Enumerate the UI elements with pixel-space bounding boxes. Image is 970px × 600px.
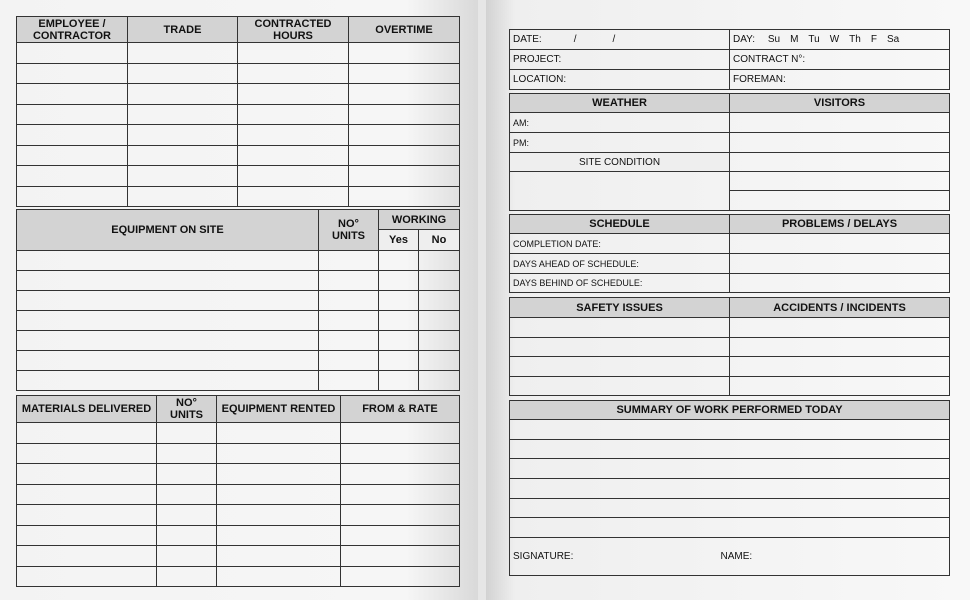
table-row: [17, 443, 460, 464]
table-cell[interactable]: [341, 505, 460, 526]
table-cell[interactable]: [419, 351, 460, 371]
header-units: NO° UNITS: [157, 396, 217, 423]
table-cell[interactable]: [319, 291, 379, 311]
table-cell[interactable]: [419, 251, 460, 271]
summary-table: [509, 400, 950, 576]
table-cell[interactable]: [217, 484, 341, 505]
header-contracted-hours: CONTRACTED HOURS: [238, 17, 349, 43]
table-cell[interactable]: [510, 518, 950, 538]
table-cell[interactable]: [510, 318, 730, 338]
table-cell[interactable]: [379, 251, 419, 271]
equipment-table: [16, 209, 460, 391]
date-label: DATE:: [513, 34, 542, 45]
header-working: WORKING: [379, 210, 460, 230]
day-option-m[interactable]: M: [790, 34, 799, 45]
table-cell[interactable]: [17, 104, 128, 125]
visitor-row[interactable]: [730, 172, 950, 191]
day-option-su[interactable]: Su: [767, 34, 781, 45]
table-cell[interactable]: [349, 186, 460, 207]
table-cell[interactable]: [17, 84, 128, 105]
table-row: [510, 459, 950, 479]
table-cell[interactable]: [217, 423, 341, 444]
table-row: [17, 566, 460, 587]
table-cell[interactable]: [217, 546, 341, 567]
table-cell[interactable]: [17, 371, 319, 391]
table-row: [17, 525, 460, 546]
table-cell[interactable]: [419, 271, 460, 291]
table-row: [510, 518, 950, 538]
table-cell[interactable]: [17, 443, 157, 464]
table-cell[interactable]: [17, 271, 319, 291]
table-cell[interactable]: [349, 43, 460, 64]
table-cell[interactable]: [419, 291, 460, 311]
day-option-th[interactable]: Th: [849, 34, 861, 45]
table-cell[interactable]: [157, 484, 217, 505]
name-field[interactable]: NAME:: [718, 538, 950, 576]
table-row: [17, 186, 460, 207]
table-cell[interactable]: [349, 166, 460, 187]
table-cell[interactable]: [319, 371, 379, 391]
table-row: [510, 439, 950, 459]
table-cell[interactable]: [128, 43, 238, 64]
date-slash: /: [612, 34, 616, 45]
table-cell[interactable]: [128, 166, 238, 187]
table-row: [17, 351, 460, 371]
date-field[interactable]: [510, 30, 730, 50]
table-row: [510, 479, 950, 499]
table-cell[interactable]: [17, 464, 157, 485]
table-cell[interactable]: [128, 84, 238, 105]
day-label: DAY:: [733, 34, 756, 45]
table-cell[interactable]: [379, 311, 419, 331]
table-cell[interactable]: [238, 145, 349, 166]
table-cell[interactable]: [238, 125, 349, 146]
table-row: [17, 546, 460, 567]
table-row: [17, 84, 460, 105]
table-cell[interactable]: [17, 125, 128, 146]
schedule-table: [509, 214, 950, 293]
table-cell[interactable]: [341, 566, 460, 587]
table-cell[interactable]: [157, 546, 217, 567]
table-cell[interactable]: [238, 186, 349, 207]
labor-table: [16, 16, 460, 207]
header-employee: EMPLOYEE / CONTRACTOR: [17, 17, 128, 43]
table-cell[interactable]: [17, 566, 157, 587]
table-cell[interactable]: [238, 104, 349, 125]
table-cell[interactable]: [349, 104, 460, 125]
header-problems: PROBLEMS / DELAYS: [730, 215, 950, 234]
header-units: NO° UNITS: [319, 210, 379, 251]
day-option-w[interactable]: W: [829, 34, 840, 45]
table-cell[interactable]: [319, 331, 379, 351]
contract-field[interactable]: CONTRACT N°:: [730, 50, 950, 70]
days-behind-field[interactable]: DAYS BEHIND OF SCHEDULE:: [510, 274, 730, 293]
table-cell[interactable]: [217, 525, 341, 546]
safety-table: [509, 297, 950, 396]
table-cell[interactable]: [17, 251, 319, 271]
table-cell[interactable]: [319, 251, 379, 271]
table-row: [17, 291, 460, 311]
table-cell[interactable]: [17, 63, 128, 84]
weather-pm-field[interactable]: PM:: [510, 133, 730, 153]
header-overtime: OVERTIME: [349, 17, 460, 43]
table-cell[interactable]: [730, 357, 950, 377]
table-cell[interactable]: [730, 376, 950, 396]
table-cell[interactable]: [17, 331, 319, 351]
table-cell[interactable]: [128, 104, 238, 125]
table-row: [17, 104, 460, 125]
table-cell[interactable]: [510, 420, 950, 440]
header-schedule: SCHEDULE: [510, 215, 730, 234]
problem-row[interactable]: [730, 254, 950, 274]
table-cell[interactable]: [510, 439, 950, 459]
header-no: No: [419, 230, 460, 251]
table-row: [17, 271, 460, 291]
table-cell[interactable]: [379, 291, 419, 311]
weather-am-field[interactable]: AM:: [510, 113, 730, 133]
table-row: [17, 505, 460, 526]
table-row: [510, 498, 950, 518]
table-row: [17, 464, 460, 485]
table-cell[interactable]: [349, 63, 460, 84]
table-cell[interactable]: [341, 443, 460, 464]
table-cell[interactable]: [379, 351, 419, 371]
table-row: [17, 423, 460, 444]
table-cell[interactable]: [349, 84, 460, 105]
table-cell[interactable]: [341, 546, 460, 567]
date-slash: /: [573, 34, 577, 45]
problem-row[interactable]: [730, 234, 950, 254]
visitor-row[interactable]: [730, 153, 950, 172]
header-yes: Yes: [379, 230, 419, 251]
table-cell[interactable]: [319, 351, 379, 371]
table-cell[interactable]: [157, 505, 217, 526]
table-cell[interactable]: [341, 484, 460, 505]
table-cell[interactable]: [341, 423, 460, 444]
table-cell[interactable]: [17, 311, 319, 331]
header-safety: SAFETY ISSUES: [510, 298, 730, 318]
table-cell[interactable]: [349, 125, 460, 146]
table-row: [510, 420, 950, 440]
table-cell[interactable]: [17, 43, 128, 64]
table-cell[interactable]: [419, 331, 460, 351]
table-cell[interactable]: [510, 337, 730, 357]
table-cell[interactable]: [730, 318, 950, 338]
table-cell[interactable]: [217, 443, 341, 464]
table-row: [17, 251, 460, 271]
table-row: [17, 371, 460, 391]
table-cell[interactable]: [379, 371, 419, 391]
table-cell[interactable]: [319, 271, 379, 291]
table-row: [17, 331, 460, 351]
table-row: [17, 43, 460, 64]
table-cell[interactable]: [17, 484, 157, 505]
table-cell[interactable]: [379, 331, 419, 351]
header-trade: TRADE: [128, 17, 238, 43]
table-cell[interactable]: [238, 43, 349, 64]
table-row: [17, 145, 460, 166]
table-cell[interactable]: [157, 566, 217, 587]
day-field: [730, 30, 950, 50]
table-cell[interactable]: [17, 546, 157, 567]
table-cell[interactable]: [217, 566, 341, 587]
problem-row[interactable]: [730, 274, 950, 293]
header-visitors: VISITORS: [730, 94, 950, 113]
table-row: [17, 311, 460, 331]
day-option-sa[interactable]: Sa: [886, 34, 900, 45]
visitor-row[interactable]: [730, 191, 950, 211]
table-cell[interactable]: [128, 145, 238, 166]
site-condition-field[interactable]: [510, 172, 730, 211]
table-cell[interactable]: [17, 525, 157, 546]
table-cell[interactable]: [238, 63, 349, 84]
site-condition-label: SITE CONDITION: [510, 153, 730, 172]
table-row: [17, 484, 460, 505]
header-weather: WEATHER: [510, 94, 730, 113]
table-row: [17, 166, 460, 187]
header-from-rate: FROM & RATE: [341, 396, 460, 423]
table-cell[interactable]: [730, 337, 950, 357]
table-cell[interactable]: [349, 145, 460, 166]
table-cell[interactable]: [419, 311, 460, 331]
table-cell[interactable]: [510, 376, 730, 396]
table-cell[interactable]: [17, 351, 319, 371]
table-cell[interactable]: [17, 166, 128, 187]
location-field[interactable]: LOCATION:: [510, 70, 730, 90]
table-cell[interactable]: [510, 498, 950, 518]
table-cell[interactable]: [17, 186, 128, 207]
table-cell[interactable]: [319, 311, 379, 331]
header-equipment-on-site: EQUIPMENT ON SITE: [17, 210, 319, 251]
table-cell[interactable]: [217, 505, 341, 526]
materials-table: [16, 395, 460, 587]
table-cell[interactable]: [419, 371, 460, 391]
table-cell[interactable]: [238, 166, 349, 187]
project-field[interactable]: PROJECT:: [510, 50, 730, 70]
table-row: [510, 337, 950, 357]
info-table: [509, 29, 950, 90]
table-cell[interactable]: [157, 525, 217, 546]
header-summary: SUMMARY OF WORK PERFORMED TODAY: [510, 401, 950, 420]
table-cell[interactable]: [341, 525, 460, 546]
table-row: [17, 125, 460, 146]
header-accidents: ACCIDENTS / INCIDENTS: [730, 298, 950, 318]
table-cell[interactable]: [341, 464, 460, 485]
table-cell[interactable]: [157, 464, 217, 485]
table-cell[interactable]: [157, 443, 217, 464]
table-cell[interactable]: [510, 357, 730, 377]
header-materials: MATERIALS DELIVERED: [17, 396, 157, 423]
table-row: [510, 376, 950, 396]
table-cell[interactable]: [17, 291, 319, 311]
table-cell[interactable]: [217, 464, 341, 485]
weather-visitors-table: [509, 93, 950, 211]
visitor-row[interactable]: [730, 113, 950, 133]
table-cell[interactable]: [17, 423, 157, 444]
table-cell[interactable]: [238, 84, 349, 105]
visitor-row[interactable]: [730, 133, 950, 153]
table-cell[interactable]: [128, 63, 238, 84]
table-row: [510, 357, 950, 377]
table-cell[interactable]: [128, 186, 238, 207]
signature-field[interactable]: SIGNATURE:: [510, 538, 718, 576]
table-cell[interactable]: [157, 423, 217, 444]
table-cell[interactable]: [128, 125, 238, 146]
days-ahead-field[interactable]: DAYS AHEAD OF SCHEDULE:: [510, 254, 730, 274]
day-option-tu[interactable]: Tu: [808, 34, 820, 45]
table-cell[interactable]: [17, 145, 128, 166]
table-cell[interactable]: [17, 505, 157, 526]
table-row: [510, 318, 950, 338]
header-equipment-rented: EQUIPMENT RENTED: [217, 396, 341, 423]
table-cell[interactable]: [510, 459, 950, 479]
table-cell[interactable]: [379, 271, 419, 291]
table-row: [17, 63, 460, 84]
table-cell[interactable]: [510, 479, 950, 499]
completion-date-field[interactable]: COMPLETION DATE:: [510, 234, 730, 254]
foreman-field[interactable]: FOREMAN:: [730, 70, 950, 90]
day-option-f[interactable]: F: [870, 34, 877, 45]
